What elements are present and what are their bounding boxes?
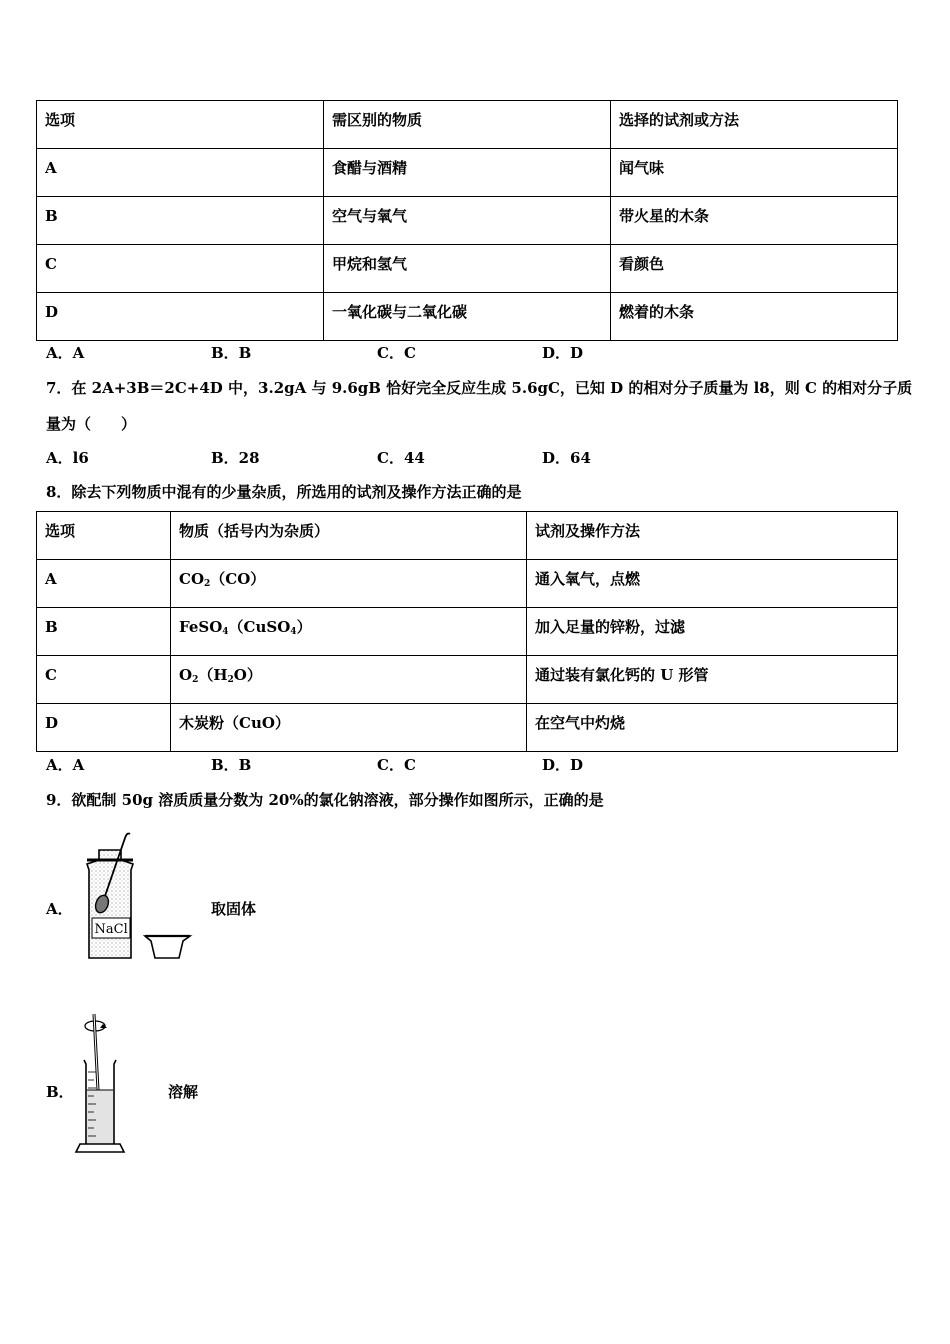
table-cell: C	[37, 656, 171, 704]
table-cell: B	[37, 608, 171, 656]
table-cell: 在空气中灼烧	[527, 704, 898, 752]
formula-text: FeSO	[179, 618, 223, 636]
subscript: 4	[222, 627, 229, 637]
q9-stem: 9．欲配制 50g 溶质质量分数为 20%的氯化钠溶液，部分操作如图所示，正确的是	[46, 791, 604, 809]
table-cell: 一氧化碳与二氧化碳	[324, 293, 611, 341]
table-cell: 加入足量的锌粉，过滤	[527, 608, 898, 656]
table-row	[37, 560, 898, 608]
table-row	[37, 245, 898, 293]
q7-stem-line1: 7．在 2A+3B＝2C+4D 中，3.2gA 与 9.6gB 恰好完全反应生成 5.6gC，已知 D 的相对分子质量为 l8，则 C 的相对分子质	[46, 379, 913, 397]
option-c[interactable]: C．C	[377, 756, 416, 774]
table-row	[37, 197, 898, 245]
table-cell: 空气与氧气	[324, 197, 611, 245]
table-cell: B	[37, 197, 324, 245]
table-cell: 木炭粉（CuO）	[171, 704, 527, 752]
formula-text: （H	[198, 666, 228, 684]
table-cell: 甲烷和氢气	[324, 245, 611, 293]
q9-option-b-letter[interactable]: B．	[46, 1083, 74, 1101]
option-b[interactable]: B．B	[211, 756, 252, 774]
table-header-row	[37, 101, 898, 149]
q9-option-a-caption: 取固体	[211, 900, 257, 918]
q6-table	[36, 100, 898, 341]
q9-option-b-caption: 溶解	[168, 1083, 199, 1101]
option-b[interactable]: B．B	[211, 344, 252, 362]
bottle-label-text: NaCl	[94, 922, 128, 937]
table-cell: 通过装有氯化钙的 U 形管	[527, 656, 898, 704]
table-row	[37, 149, 898, 197]
subscript: 2	[227, 675, 234, 685]
q8-table	[36, 511, 898, 752]
option-d[interactable]: D．64	[542, 449, 591, 467]
subscript: 2	[192, 675, 199, 685]
header-cell: 选项	[37, 101, 324, 149]
header-cell: 选项	[37, 512, 171, 560]
option-a[interactable]: A．A	[46, 756, 85, 774]
option-a[interactable]: A．l6	[46, 449, 89, 467]
option-d[interactable]: D．D	[542, 756, 584, 774]
table-cell: D	[37, 704, 171, 752]
table-cell: C	[37, 245, 324, 293]
table-cell: A	[37, 560, 171, 608]
q7-stem-line2: 量为（ ）	[46, 415, 137, 433]
table-cell: D	[37, 293, 324, 341]
table-cell: 带火星的木条	[611, 197, 898, 245]
table-cell: 燃着的木条	[611, 293, 898, 341]
option-a[interactable]: A．A	[46, 344, 85, 362]
graduated-cylinder-illustration	[70, 1010, 140, 1160]
table-row	[37, 656, 898, 704]
nacl-bottle-illustration	[75, 830, 200, 965]
formula-text: O	[179, 666, 193, 684]
table-cell	[171, 656, 527, 704]
q9-option-a-letter[interactable]: A．	[46, 900, 73, 918]
table-cell: 闻气味	[611, 149, 898, 197]
header-cell: 选择的试剂或方法	[611, 101, 898, 149]
table-row	[37, 704, 898, 752]
option-b[interactable]: B．28	[211, 449, 260, 467]
subscript: 4	[290, 627, 297, 637]
table-row	[37, 293, 898, 341]
header-cell: 物质（括号内为杂质）	[171, 512, 527, 560]
option-c[interactable]: C．C	[377, 344, 416, 362]
table-cell	[171, 608, 527, 656]
q8-stem: 8．除去下列物质中混有的少量杂质，所选用的试剂及操作方法正确的是	[46, 483, 522, 501]
header-cell: 试剂及操作方法	[527, 512, 898, 560]
formula-text: （CuSO	[228, 618, 291, 636]
formula-text: （CO）	[210, 570, 266, 588]
option-c[interactable]: C．44	[377, 449, 425, 467]
option-d[interactable]: D．D	[542, 344, 584, 362]
table-row	[37, 608, 898, 656]
table-cell: 看颜色	[611, 245, 898, 293]
formula-text: ）	[296, 618, 312, 636]
table-header-row	[37, 512, 898, 560]
table-cell: 食醋与酒精	[324, 149, 611, 197]
formula-text: O）	[233, 666, 262, 684]
subscript: 2	[204, 579, 211, 589]
table-cell	[171, 560, 527, 608]
table-cell: A	[37, 149, 324, 197]
table-cell: 通入氧气，点燃	[527, 560, 898, 608]
formula-text: CO	[179, 570, 205, 588]
header-cell: 需区别的物质	[324, 101, 611, 149]
